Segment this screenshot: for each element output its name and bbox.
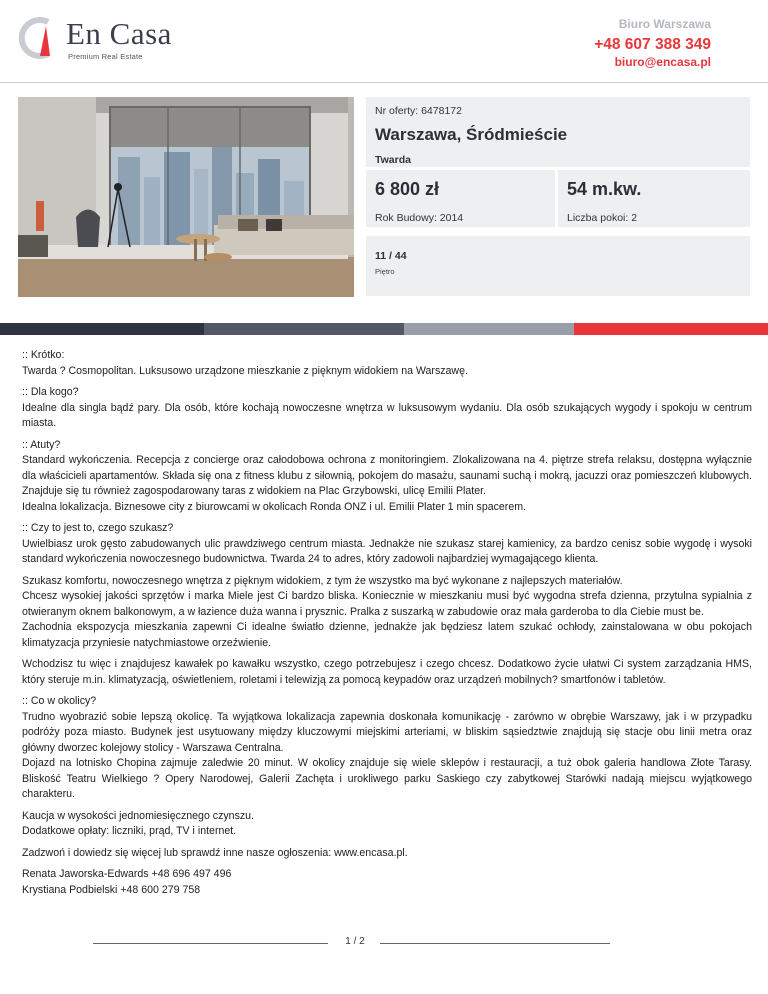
agent-contact: Krystiana Podbielski +48 600 279 758	[22, 883, 201, 896]
section-title: :: Co w okolicy?	[22, 695, 97, 707]
brand-name: En Casa	[66, 16, 172, 51]
section-text: Twarda ? Cosmopolitan. Luksusowo urządzone mieszkanie z pięknym widokiem na Warszawę.	[22, 364, 468, 377]
year-built: Rok Budowy: 2014	[375, 212, 464, 224]
footer-line-left	[93, 943, 328, 944]
bar-segment-light	[404, 323, 574, 335]
office-email[interactable]: biuro@encasa.pl	[614, 55, 711, 69]
section-text: Idealne dla singla bądź pary. Dla osób, które kochają nowoczesne wnętrza w luksusowym wydaniu. Dla osób szukających wygody i spokoju w centrum miasta.	[22, 401, 752, 429]
page-header	[0, 0, 768, 82]
office-contact	[594, 17, 711, 70]
offer-location: Warszawa, Śródmieście	[375, 125, 568, 144]
call-to-action: Zadzwoń i dowiedz się więcej lub sprawdź inne nasze ogłoszenia: www.encasa.pl.	[22, 846, 408, 859]
color-divider-bar	[0, 323, 768, 335]
floor-box	[366, 236, 750, 296]
section-title: :: Czy to jest to, czego szukasz?	[22, 522, 174, 534]
offer-price: 6 800 zł	[375, 179, 440, 199]
section-title: :: Atuty?	[22, 438, 61, 451]
offer-location-box	[366, 97, 750, 167]
deposit-info: Kaucja w wysokości jednomiesięcznego czynszu.	[22, 809, 254, 822]
section-text: Zachodnia ekspozycja mieszkania zapewni Ci idealne światło dzienne, jednakże jak będziesz latem szukać ochłody, zainstalowana w obu pokojach klimatyzacja przyniesie natychmiastowe orzeźwienie.	[22, 621, 752, 649]
section-text: Idealna lokalizacja. Biznesowe city z biurowcami w okolicach Ronda ONZ i ul. Emilii Plater 1 min spacerem.	[22, 500, 526, 513]
bar-segment-dark	[0, 323, 204, 335]
en-casa-logo-icon	[18, 16, 58, 60]
section-text: Szukasz komfortu, nowoczesnego wnętrza z pięknym widokiem, z tym że wszystko ma być wykonane z najlepszych materiałów.	[22, 574, 623, 587]
apartment-photo	[18, 97, 354, 297]
offer-area: 54 m.kw.	[567, 179, 642, 199]
section-text: Wchodzisz tu więc i znajdujesz kawałek po kawałku wszystko, czego potrzebujesz i czego chcesz. Dodatkowo życie ułatwi Ci system zarządzania HMS, który steruje m.in. klimatyzacją, oświetleniem, roletami i telewizją za pomocą keypadów oraz urządzeń mobilnych? smartfonów i tabletów.	[22, 658, 752, 686]
footer-line-right	[380, 943, 610, 944]
floor-value: 11 / 44	[375, 250, 407, 262]
agent-contact: Renata Jaworska-Edwards +48 696 497 496	[22, 868, 232, 880]
price-box	[366, 170, 555, 227]
bar-segment-accent	[574, 323, 768, 335]
offer-street: Twarda	[375, 154, 411, 166]
area-box	[558, 170, 750, 227]
page-number: 1 / 2	[345, 936, 365, 947]
header-divider	[0, 82, 768, 83]
brand-tagline: Premium Real Estate	[68, 52, 143, 61]
section-text: Dojazd na lotnisko Chopina zajmuje zaledwie 20 minut. W okolicy znajduje się wiele sklepów i restauracji, a tuż obok galeria handlowa Złote Tarasy. Bliskość Teatru Wielkiego ? Opery Narodowej, Galerii Zachęta i urokliwego parku Saskiego czy zabytkowej Starówki nadają miejscu wyjątkowego charakteru.	[22, 757, 752, 800]
section-text: Chcesz wysokiej jakości sprzętów i marka Miele jest Ci bardzo bliska. Koniecznie w mieszkaniu musi być wygodna strefa dzienna, przytulna sypialnia z otwieranym oknem balkonowym, a w łazience duża wanna i prysznic. Pralka z suszarką w zabudowie oraz mała garderoba to dla Ciebie must be.	[22, 590, 752, 618]
floor-label: Piętro	[375, 267, 395, 276]
bar-segment-mid	[204, 323, 404, 335]
living-room-image	[18, 97, 354, 297]
offer-number: Nr oferty: 6478172	[375, 105, 462, 117]
section-text: Trudno wyobrazić sobie lepszą okolicę. Ta wyjątkowa lokalizacja zapewnia doskonała komunikację - zarówno w obrębie Warszawy, jak i w przypadku podróży poza miasto. Budynek jest usytuowany między kluczowymi miejskimi arteriami, w bliskim sąsiedztwie znajdują się stacje obu linii metra oraz główny dworzec kolejowy stolicy - Warszawa Centralna.	[22, 710, 752, 754]
office-title: Biuro Warszawa	[618, 17, 711, 31]
section-text: Standard wykończenia. Recepcja z concierge oraz całodobowa ochrona z monitoringiem. Zlokalizowana na 4. piętrze strefa relaksu, dostępna wyłącznie dla właścicieli apartamentów. Składa się ona z fitness klubu z siłownią, pokojem do masażu, saunami suchą i mokrą, jacuzzi oraz pomieszczeń klubowych. Znajduje się tu również zagospodarowany taras z widokiem na Plac Grzybowski, ulicę Emilii Plater.	[22, 454, 752, 497]
page-footer	[0, 935, 768, 951]
section-text: Uwielbiasz urok gęsto zabudowanych ulic prawdziwego centrum miasta. Jednakże nie szukasz starej kamienicy, za bardzo cenisz sobie wygodę i wysoki standard wykończenia nowoczesnego budownictwa. Twarda 24 to adres, który zadowoli najbardziej wymagającego klienta.	[22, 537, 752, 565]
brand-logo[interactable]	[18, 14, 198, 64]
office-phone[interactable]: +48 607 388 349	[594, 36, 711, 53]
room-count: Liczba pokoi: 2	[567, 212, 638, 224]
section-title: :: Krótko:	[22, 349, 65, 361]
offer-description	[22, 348, 752, 898]
section-title: :: Dla kogo?	[22, 386, 79, 398]
fees-info: Dodatkowe opłaty: liczniki, prąd, TV i internet.	[22, 825, 237, 837]
